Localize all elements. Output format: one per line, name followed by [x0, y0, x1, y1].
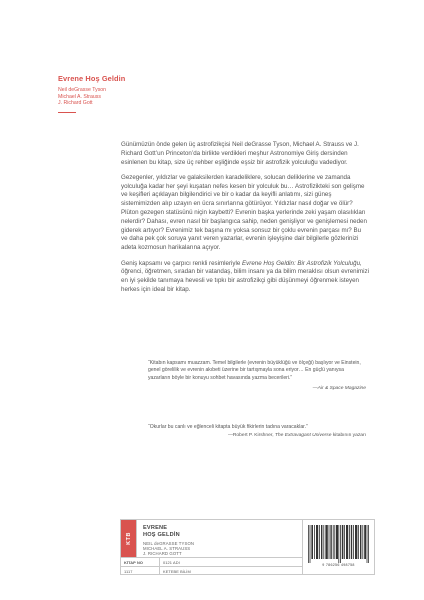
quote-text: “Kitabın kapsamı muazzam. Temel bilgilerle (evrenin büyüklüğü ve ölçeği) başlıyor ve Einstein, genel görelilik ve evrenin akıbeti üzerine bir tartışmayla sona eriyor… En güçlü yanıysa yazarların böyle bir konuyu sohbet havasında yazma becerileri.” [148, 360, 361, 381]
imprint-title: EVRENE HOŞ GELDİN [143, 525, 180, 538]
author-name: Michael A. Strauss [58, 93, 101, 100]
divider [121, 557, 302, 558]
book-title-italic: Evrene Hoş Geldin: Bir Astrofizik Yolculuğu, [242, 259, 362, 267]
blurb-paragraph: Gezegenler, yıldızlar ve galaksilerden karadeliklere, solucan deliklerine ve zamanda yolculuğa kadar her şeyi kuşatan nefes kesen bir yolculuk bu… Astrofizikteki son gelişme ve keşifleri açıklayan bilgilendirici ve bir o kadar da keyifli anlatımı, sizi güneş sistemimizden alıp uzayın en ücra sınırlarına götürüyor. Yıldızlar nasıl doğar ve ölür? Plüton gezegen statüsünü niçin kaybetti? Evrenin başka yerlerinde zeki yaşam olasılıkları nelerdir? Dahası, evren nasıl bir başlangıca sahip, neden genişliyor ve genişlemesi neden giderek artıyor? Evrenimiz tek başına mı yoksa sonsuz bir çoklu evrenin parçası mı? Bu ve daha pek çok soruya yanıt veren yazarlar, evrenin işleyişine dair bilgilerle gözlerinizi adeta kozmosun harikalarına açıyor. [121, 173, 367, 252]
imprint-authors: NEIL deGRASSE TYSON MICHAEL A. STRAUSS J. RICHARD GOTT [143, 541, 195, 557]
isbn-number: 9 786256 498758 [322, 563, 355, 567]
series-name: KETEBE BİLİM [163, 569, 191, 574]
kitap-no-label: KİTAP NO [124, 560, 144, 565]
divider [302, 520, 303, 575]
book-reference: The Extravagant Universe [274, 433, 332, 439]
review-quote [148, 360, 366, 393]
quote-attribution: —Robert P. Kirshner, The Extravagant Universe kitabının yazarı [227, 433, 366, 439]
barcode-icon [307, 525, 370, 563]
book-title: Evrene Hoş Geldin [58, 74, 126, 83]
review-quote [148, 424, 366, 440]
author-name: J. Richard Gott [58, 100, 93, 107]
blurb [121, 141, 369, 301]
imprint-box [120, 519, 375, 575]
quote-text: “Okurlar bu canlı ve eğlenceli kitapta büyük fikirlerin tadına varacaklar.” [148, 424, 308, 430]
blurb-paragraph: Günümüzün önde gelen üç astrofizikçisi Neil deGrasse Tyson, Michael A. Strauss ve J. Richard Gott’un Princeton’da birlikte verdikleri meşhur Astronomiye Giriş dersinden esinlenen bu kitap, size üç rehber eşliğinde eşsiz bir astrofizik yolculuğu vadediyor. [121, 141, 359, 166]
divider [159, 557, 160, 575]
series-number: 1117 [124, 569, 133, 574]
kitap-no-value: 0121 ADI [163, 560, 180, 565]
quote-attribution: —Air & Space Magazine [312, 386, 366, 392]
blurb-paragraph [121, 260, 369, 295]
title-underline [58, 112, 76, 113]
divider [136, 520, 137, 557]
header [58, 74, 258, 113]
publication-name: Air & Space Magazine [317, 386, 366, 392]
author-name: Neil deGrasse Tyson [58, 87, 107, 93]
publisher-logo: KTB [121, 520, 136, 557]
blurb-text: Geniş kapsamı ve çarpıcı renkli resimleriyle [121, 259, 243, 267]
blurb-text: öğrenci, öğretmen, sıradan bir vatandaş, bilim insanı ya da bilim meraklısı olsun evrenimizi en iyi şekilde tanımaya hevesli ve tıpkı bir astrofizikçi gibi düşünmeyi öğrenmek isteyen herkes için ideal bir kitap. [121, 268, 369, 293]
divider [121, 566, 302, 567]
